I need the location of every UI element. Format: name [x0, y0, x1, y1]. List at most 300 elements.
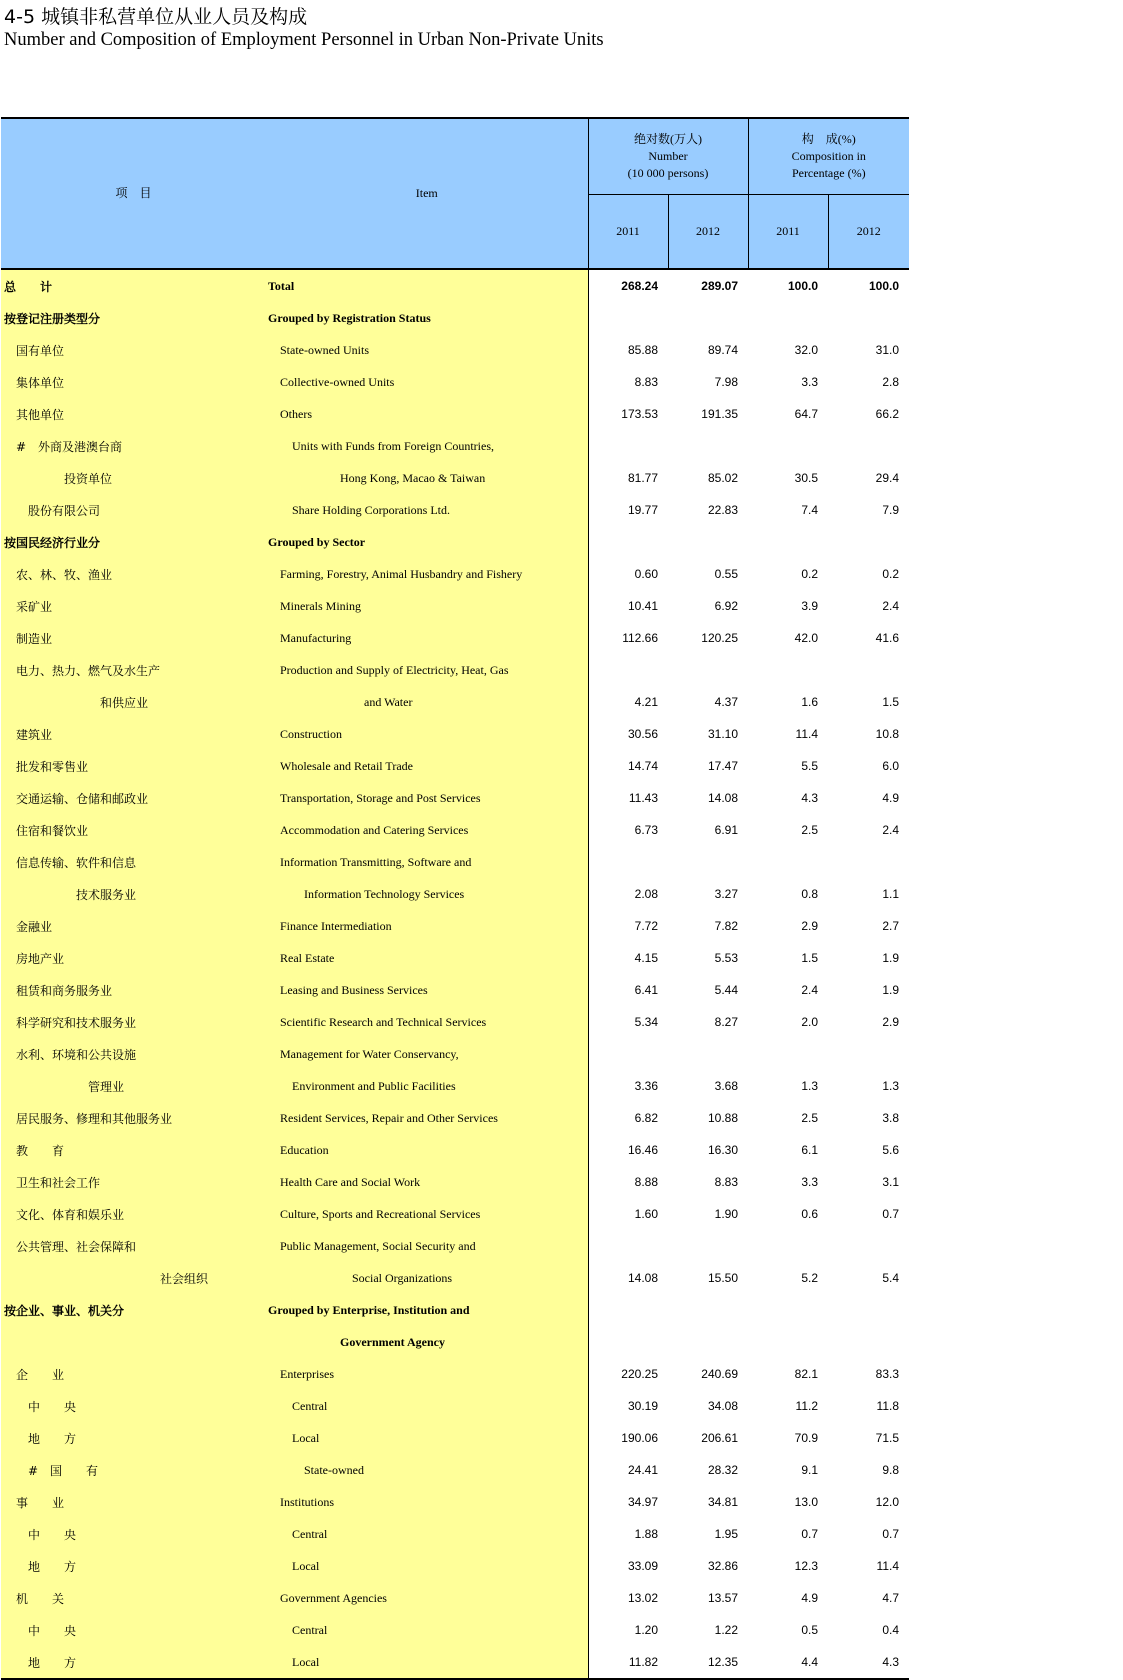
- value-percent-2012: 83.3: [875, 1367, 899, 1381]
- row-label-zh: 机 关: [1, 1582, 266, 1614]
- row-label-en: Manufacturing: [266, 622, 588, 654]
- value-number-2012: 120.25: [701, 631, 738, 645]
- table-row: [1, 1294, 909, 1326]
- row-label-en: Government Agencies: [266, 1582, 588, 1614]
- row-label-en: Share Holding Corporations Ltd.: [266, 494, 588, 526]
- header-number-zh: 绝对数(万人): [634, 132, 702, 146]
- value-percent-2012: 3.1: [882, 1175, 899, 1189]
- value-number-2011: 14.08: [588, 1262, 668, 1294]
- value-number-2012: 191.35: [701, 407, 738, 421]
- value-percent-2011: 32.0: [794, 343, 818, 357]
- value-number-2011: 85.88: [588, 334, 668, 366]
- row-label-zh: 中 央: [1, 1518, 266, 1550]
- row-label-en: Local: [266, 1550, 588, 1582]
- row-label-zh: 居民服务、修理和其他服务业: [1, 1102, 266, 1134]
- table-row: [1, 1102, 909, 1134]
- row-label-zh: 管理业: [1, 1070, 266, 1102]
- value-number-2012: 22.83: [707, 503, 738, 517]
- value-percent-2012: [828, 846, 909, 878]
- value-number-2011: 1.20: [588, 1614, 668, 1646]
- row-label-en: Grouped by Sector: [266, 526, 588, 558]
- value-percent-2011: 4.4: [748, 1646, 828, 1679]
- row-label-en: Wholesale and Retail Trade: [266, 750, 588, 782]
- value-percent-2011: 4.9: [801, 1591, 818, 1605]
- row-label-zh: 其他单位: [1, 398, 266, 430]
- table-row: [1, 1614, 909, 1646]
- value-percent-2011: 13.0: [794, 1495, 818, 1509]
- value-number-2012: [668, 1326, 748, 1358]
- value-percent-2011: 3.9: [801, 599, 818, 613]
- value-number-2011: 3.36: [588, 1070, 668, 1102]
- table-row: [1, 1070, 909, 1102]
- value-number-2011: 6.82: [588, 1102, 668, 1134]
- value-number-2012: 5.53: [714, 951, 738, 965]
- value-number-2012: [668, 302, 748, 334]
- row-label-zh: 地 方: [1, 1422, 266, 1454]
- row-label-en: Scientific Research and Technical Services: [266, 1006, 588, 1038]
- row-label-en: Real Estate: [266, 942, 588, 974]
- row-label-zh: 科学研究和技术服务业: [1, 1006, 266, 1038]
- value-number-2012: 32.86: [707, 1559, 738, 1573]
- row-label-en: Units with Funds from Foreign Countries,: [266, 430, 588, 462]
- table-row: [1, 494, 909, 526]
- value-number-2012: 10.88: [707, 1111, 738, 1125]
- table-row: [1, 590, 909, 622]
- row-label-zh: 按国民经济行业分: [1, 526, 266, 558]
- value-number-2011: 30.19: [588, 1390, 668, 1422]
- header-composition-en: Composition in: [791, 149, 866, 163]
- row-label-en: Health Care and Social Work: [266, 1166, 588, 1198]
- table-row: [1, 1038, 909, 1070]
- row-label-en: State-owned: [266, 1454, 588, 1486]
- value-number-2011: 7.72: [588, 910, 668, 942]
- row-label-en: Accommodation and Catering Services: [266, 814, 588, 846]
- value-number-2012: 240.69: [701, 1367, 738, 1381]
- value-percent-2012: [828, 654, 909, 686]
- value-percent-2011: 2.0: [801, 1015, 818, 1029]
- row-label-zh: [1, 1326, 266, 1358]
- value-percent-2012: [828, 302, 909, 334]
- value-number-2011: 11.82: [588, 1646, 668, 1679]
- value-percent-2011: 82.1: [794, 1367, 818, 1381]
- value-number-2012: [668, 1038, 748, 1070]
- table-row: [1, 1006, 909, 1038]
- header-composition-en-2: Percentage (%): [791, 166, 866, 180]
- row-label-zh: 卫生和社会工作: [1, 1166, 266, 1198]
- table-row: [1, 974, 909, 1006]
- value-percent-2012: 5.4: [882, 1271, 899, 1285]
- value-percent-2011: [748, 1294, 828, 1326]
- value-percent-2012: [828, 1038, 909, 1070]
- value-number-2012: 13.57: [707, 1591, 738, 1605]
- value-number-2011: 11.43: [588, 782, 668, 814]
- header-number-en: Number: [648, 149, 688, 163]
- value-percent-2011: 11.4: [795, 727, 818, 741]
- value-number-2012: 8.27: [714, 1015, 738, 1029]
- value-percent-2012: 4.3: [828, 1646, 909, 1679]
- row-label-zh: 教 育: [1, 1134, 266, 1166]
- header-item-zh: 项 目: [1, 118, 266, 269]
- row-label-en: Production and Supply of Electricity, Heat, Gas: [266, 654, 588, 686]
- value-percent-2012: 29.4: [875, 471, 899, 485]
- row-label-en: Collective-owned Units: [266, 366, 588, 398]
- value-percent-2011: 2.4: [801, 983, 818, 997]
- value-number-2011: 1.88: [588, 1518, 668, 1550]
- value-number-2012: 8.83: [714, 1175, 738, 1189]
- row-label-en: State-owned Units: [266, 334, 588, 366]
- table-row: [1, 622, 909, 654]
- table-row: [1, 1198, 909, 1230]
- row-label-en: Government Agency: [266, 1326, 588, 1358]
- value-number-2011: 16.46: [588, 1134, 668, 1166]
- value-percent-2011: 7.4: [801, 503, 818, 517]
- row-label-en: Farming, Forestry, Animal Husbandry and Fishery: [266, 558, 588, 590]
- value-percent-2011: 0.6: [801, 1207, 818, 1221]
- table-row: [1, 462, 909, 494]
- value-percent-2012: 66.2: [875, 407, 899, 421]
- table-row: [1, 1454, 909, 1486]
- value-number-2012: 14.08: [707, 791, 738, 805]
- row-label-zh: 文化、体育和娱乐业: [1, 1198, 266, 1230]
- row-label-en: Minerals Mining: [266, 590, 588, 622]
- value-number-2011: [588, 654, 668, 686]
- value-number-2011: 4.15: [588, 942, 668, 974]
- value-number-2011: 13.02: [588, 1582, 668, 1614]
- table-row: [1, 334, 909, 366]
- header-composition-group: [748, 118, 909, 195]
- value-number-2012: 1.90: [714, 1207, 738, 1221]
- row-label-zh: 信息传输、软件和信息: [1, 846, 266, 878]
- value-number-2011: 268.24: [588, 269, 668, 302]
- row-label-zh: 集体单位: [1, 366, 266, 398]
- value-percent-2011: [748, 654, 828, 686]
- value-percent-2011: 3.3: [801, 375, 818, 389]
- value-number-2011: [588, 526, 668, 558]
- table-row: [1, 910, 909, 942]
- value-number-2012: 34.81: [707, 1495, 738, 1509]
- row-label-zh: 住宿和餐饮业: [1, 814, 266, 846]
- table-row: [1, 942, 909, 974]
- value-number-2011: [588, 1294, 668, 1326]
- value-number-2012: 0.55: [714, 567, 738, 581]
- row-label-en: Finance Intermediation: [266, 910, 588, 942]
- value-number-2011: 1.60: [588, 1198, 668, 1230]
- value-percent-2012: 71.5: [875, 1431, 899, 1445]
- header-composition-zh: 构 成(%): [801, 132, 856, 146]
- value-number-2012: 7.82: [714, 919, 738, 933]
- value-number-2011: 220.25: [588, 1358, 668, 1390]
- value-percent-2012: 2.4: [882, 599, 899, 613]
- row-label-en: Enterprises: [266, 1358, 588, 1390]
- value-number-2011: 30.56: [588, 718, 668, 750]
- value-percent-2011: 9.1: [801, 1463, 818, 1477]
- value-percent-2011: 2.5: [801, 1111, 818, 1125]
- value-percent-2011: 100.0: [787, 279, 818, 293]
- row-label-en: Local: [266, 1646, 588, 1679]
- value-number-2011: 6.41: [588, 974, 668, 1006]
- value-percent-2011: 1.3: [801, 1079, 818, 1093]
- value-number-2012: 5.44: [714, 983, 738, 997]
- value-percent-2012: 0.7: [882, 1527, 899, 1541]
- value-number-2011: 33.09: [588, 1550, 668, 1582]
- table-body: [1, 269, 909, 1679]
- table-row: [1, 878, 909, 910]
- value-percent-2012: 2.7: [882, 919, 899, 933]
- value-number-2011: 8.88: [588, 1166, 668, 1198]
- row-label-en: Others: [266, 398, 588, 430]
- value-percent-2012: 0.4: [882, 1623, 899, 1637]
- value-number-2011: 6.73: [588, 814, 668, 846]
- row-label-en: Local: [266, 1422, 588, 1454]
- table-title-english: Number and Composition of Employment Personnel in Urban Non-Private Units: [4, 30, 604, 50]
- header-year: 2012: [828, 195, 909, 270]
- table-row: [1, 1134, 909, 1166]
- value-number-2012: 16.30: [707, 1143, 738, 1157]
- value-percent-2012: 1.9: [882, 983, 899, 997]
- row-label-en: Information Technology Services: [266, 878, 588, 910]
- table-row: [1, 782, 909, 814]
- value-number-2011: 14.74: [588, 750, 668, 782]
- table-row: [1, 718, 909, 750]
- value-number-2011: 34.97: [588, 1486, 668, 1518]
- value-number-2012: 85.02: [707, 471, 738, 485]
- value-percent-2011: 0.2: [801, 567, 818, 581]
- value-number-2012: 12.35: [668, 1646, 748, 1679]
- value-number-2011: 4.21: [588, 686, 668, 718]
- row-label-zh: 水利、环境和公共设施: [1, 1038, 266, 1070]
- value-number-2011: 19.77: [588, 494, 668, 526]
- value-percent-2012: 4.9: [882, 791, 899, 805]
- value-percent-2012: 11.8: [876, 1399, 899, 1413]
- row-label-zh: 建筑业: [1, 718, 266, 750]
- value-number-2012: 3.27: [714, 887, 738, 901]
- table-row: [1, 750, 909, 782]
- table-row: [1, 1262, 909, 1294]
- row-label-zh: 金融业: [1, 910, 266, 942]
- value-percent-2011: [748, 302, 828, 334]
- header-year: 2012: [668, 195, 748, 270]
- value-number-2011: [588, 302, 668, 334]
- value-percent-2012: 0.2: [882, 567, 899, 581]
- row-label-en: Resident Services, Repair and Other Services: [266, 1102, 588, 1134]
- row-label-zh: 批发和零售业: [1, 750, 266, 782]
- value-percent-2011: 30.5: [794, 471, 818, 485]
- table-row: [1, 1486, 909, 1518]
- header-number-unit: (10 000 persons): [627, 166, 709, 180]
- table-row: [1, 686, 909, 718]
- header-number-group: [588, 118, 748, 195]
- value-number-2012: 34.08: [707, 1399, 738, 1413]
- header-year: 2011: [588, 195, 668, 270]
- value-percent-2012: 11.4: [876, 1559, 899, 1573]
- value-percent-2011: [748, 1038, 828, 1070]
- value-percent-2011: 12.3: [794, 1559, 818, 1573]
- table-row: [1, 398, 909, 430]
- value-percent-2012: 2.9: [882, 1015, 899, 1029]
- header-item-en: Item: [266, 118, 588, 269]
- value-number-2012: 3.68: [714, 1079, 738, 1093]
- value-percent-2011: 1.6: [801, 695, 818, 709]
- table-row: [1, 654, 909, 686]
- row-label-en: Institutions: [266, 1486, 588, 1518]
- row-label-en: Education: [266, 1134, 588, 1166]
- row-label-zh: 中 央: [1, 1390, 266, 1422]
- value-number-2012: 289.07: [701, 279, 738, 293]
- row-label-en: Social Organizations: [266, 1262, 588, 1294]
- value-number-2012: 6.91: [714, 823, 738, 837]
- row-label-en: Information Transmitting, Software and: [266, 846, 588, 878]
- value-number-2011: 81.77: [588, 462, 668, 494]
- value-number-2012: 17.47: [707, 759, 738, 773]
- row-label-zh: 按登记注册类型分: [1, 302, 266, 334]
- row-label-zh: 租赁和商务服务业: [1, 974, 266, 1006]
- employment-table: [1, 117, 909, 1680]
- value-percent-2011: [748, 430, 828, 462]
- value-number-2011: [588, 1230, 668, 1262]
- table-row: [1, 1358, 909, 1390]
- row-label-zh: 和供应业: [1, 686, 266, 718]
- value-number-2012: 7.98: [714, 375, 738, 389]
- value-percent-2012: 1.3: [882, 1079, 899, 1093]
- value-percent-2012: 5.6: [882, 1143, 899, 1157]
- table-row: [1, 1166, 909, 1198]
- value-percent-2011: 5.5: [801, 759, 818, 773]
- row-label-zh: 国有单位: [1, 334, 266, 366]
- row-label-en: Hong Kong, Macao & Taiwan: [266, 462, 588, 494]
- value-percent-2012: 100.0: [868, 279, 899, 293]
- row-label-en: Construction: [266, 718, 588, 750]
- value-number-2011: 190.06: [588, 1422, 668, 1454]
- row-label-en: Environment and Public Facilities: [266, 1070, 588, 1102]
- table-row: [1, 846, 909, 878]
- value-number-2012: [668, 1230, 748, 1262]
- value-number-2011: [588, 846, 668, 878]
- row-label-zh: # 国 有: [1, 1454, 266, 1486]
- value-number-2012: 1.95: [714, 1527, 738, 1541]
- row-label-zh: 投资单位: [1, 462, 266, 494]
- row-label-zh: 中 央: [1, 1614, 266, 1646]
- table-row: [1, 1646, 909, 1679]
- header-year: 2011: [748, 195, 828, 270]
- value-number-2011: 10.41: [588, 590, 668, 622]
- value-percent-2012: 2.8: [882, 375, 899, 389]
- value-percent-2012: 41.6: [875, 631, 899, 645]
- value-percent-2011: 2.9: [801, 919, 818, 933]
- value-percent-2011: 70.9: [794, 1431, 818, 1445]
- value-percent-2011: 4.3: [801, 791, 818, 805]
- value-percent-2012: [828, 430, 909, 462]
- row-label-zh: 农、林、牧、渔业: [1, 558, 266, 590]
- value-percent-2012: 6.0: [882, 759, 899, 773]
- value-number-2012: [668, 846, 748, 878]
- row-label-zh: 地 方: [1, 1550, 266, 1582]
- table-row: [1, 1550, 909, 1582]
- value-percent-2011: [748, 846, 828, 878]
- row-label-en: Total: [266, 269, 588, 302]
- value-percent-2011: 6.1: [801, 1143, 818, 1157]
- value-number-2012: 6.92: [714, 599, 738, 613]
- value-percent-2012: 9.8: [882, 1463, 899, 1477]
- row-label-zh: 股份有限公司: [1, 494, 266, 526]
- table-row: [1, 814, 909, 846]
- value-percent-2012: 7.9: [882, 503, 899, 517]
- value-percent-2012: 10.8: [875, 727, 899, 741]
- row-label-en: Culture, Sports and Recreational Services: [266, 1198, 588, 1230]
- row-label-en: Public Management, Social Security and: [266, 1230, 588, 1262]
- value-percent-2012: 4.7: [882, 1591, 899, 1605]
- row-label-zh: 社会组织: [1, 1262, 266, 1294]
- value-number-2012: [668, 1294, 748, 1326]
- value-percent-2011: 2.5: [801, 823, 818, 837]
- table-row: [1, 302, 909, 334]
- table-row: [1, 430, 909, 462]
- value-number-2011: 5.34: [588, 1006, 668, 1038]
- row-label-en: Management for Water Conservancy,: [266, 1038, 588, 1070]
- value-number-2012: [668, 430, 748, 462]
- table-row: [1, 366, 909, 398]
- table-row: [1, 1582, 909, 1614]
- value-number-2011: 2.08: [588, 878, 668, 910]
- value-percent-2012: [828, 1326, 909, 1358]
- table-row: [1, 1230, 909, 1262]
- value-percent-2011: 3.3: [801, 1175, 818, 1189]
- value-percent-2011: 1.5: [801, 951, 818, 965]
- row-label-en: Central: [266, 1390, 588, 1422]
- value-percent-2011: 0.7: [801, 1527, 818, 1541]
- value-percent-2012: 2.4: [882, 823, 899, 837]
- value-percent-2011: 0.8: [801, 887, 818, 901]
- value-number-2012: 4.37: [714, 695, 738, 709]
- value-number-2012: 15.50: [707, 1271, 738, 1285]
- value-number-2011: 173.53: [588, 398, 668, 430]
- table-row: [1, 558, 909, 590]
- value-percent-2012: [828, 1294, 909, 1326]
- value-number-2012: 31.10: [707, 727, 738, 741]
- value-number-2012: 28.32: [707, 1463, 738, 1477]
- row-label-en: Leasing and Business Services: [266, 974, 588, 1006]
- value-percent-2012: 0.7: [882, 1207, 899, 1221]
- value-percent-2012: 1.5: [882, 695, 899, 709]
- value-number-2011: 8.83: [588, 366, 668, 398]
- value-percent-2011: 0.5: [801, 1623, 818, 1637]
- value-number-2012: 89.74: [707, 343, 738, 357]
- value-percent-2011: 11.2: [795, 1399, 818, 1413]
- value-number-2011: 0.60: [588, 558, 668, 590]
- row-label-zh: 总 计: [1, 269, 266, 302]
- table-row: [1, 1326, 909, 1358]
- value-percent-2011: [748, 1326, 828, 1358]
- table-title-chinese: 4-5 城镇非私营单位从业人员及构成: [4, 6, 308, 28]
- value-percent-2012: 31.0: [875, 343, 899, 357]
- value-percent-2011: 64.7: [794, 407, 818, 421]
- row-label-en: Grouped by Registration Status: [266, 302, 588, 334]
- table-row: [1, 1518, 909, 1550]
- row-label-en: and Water: [266, 686, 588, 718]
- row-label-zh: 房地产业: [1, 942, 266, 974]
- row-label-en: Transportation, Storage and Post Services: [266, 782, 588, 814]
- value-number-2012: [668, 654, 748, 686]
- value-percent-2012: 1.9: [882, 951, 899, 965]
- value-number-2011: [588, 1326, 668, 1358]
- value-percent-2012: 3.8: [882, 1111, 899, 1125]
- value-percent-2012: [828, 526, 909, 558]
- value-percent-2012: [828, 1230, 909, 1262]
- row-label-en: Grouped by Enterprise, Institution and: [266, 1294, 588, 1326]
- value-number-2012: 1.22: [714, 1623, 738, 1637]
- value-percent-2012: 12.0: [875, 1495, 899, 1509]
- value-number-2012: [668, 526, 748, 558]
- value-number-2011: [588, 430, 668, 462]
